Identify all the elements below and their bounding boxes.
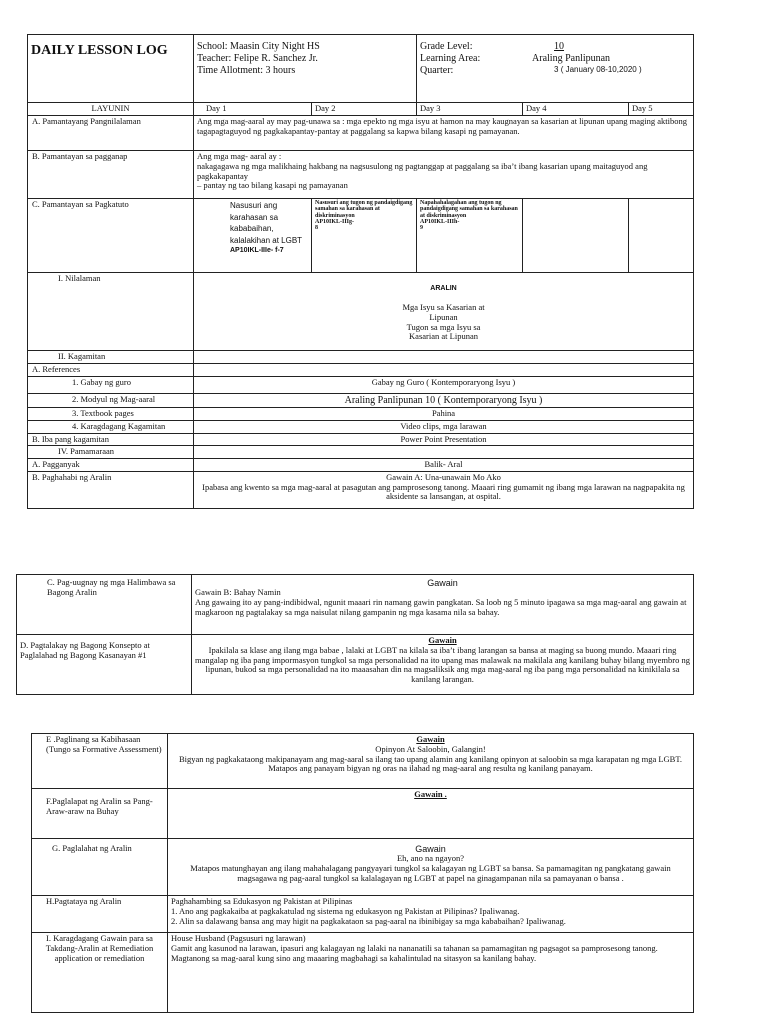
i-text: Gamit ang kasunod na larawan, ipasuri ang kalagayan ng lalaki na nananatili sa tahanan sa pamamagitan ng pagsagot sa pamprosesong tanong. Magtanong sa mag-aaral kung sino ang maaaring magbahagi sa kahalintulad na sitasyon sa kanilang bahay. bbox=[171, 942, 658, 963]
d-title: Gawain bbox=[428, 635, 457, 645]
pagkatuto-day1 bbox=[194, 199, 312, 273]
e-content bbox=[168, 734, 694, 789]
iba-value: Power Point Presentation bbox=[194, 433, 694, 446]
paghahabi-label: B. Paghahabi ng Aralin bbox=[28, 471, 194, 508]
pagkatuto-day3-text: Napahahalagahan ang tugon ng pandaigdigang samahan sa karahasan at diskriminasyon bbox=[420, 200, 518, 219]
g-text: Matapos matunghayan ang ilang mahahalagang pangyayari tungkol sa kalagayan ng LGBT sa bansa. Sa pamamagitan ng pangkatang gawain magsagawa ng pag-aaral tungkol sa kalalagayan ng LGBT at papel na ginagampanan nila sa pamayanan o bansa . bbox=[190, 863, 671, 883]
pagkatuto-day2-code: AP10IKL-IIIg- bbox=[315, 218, 355, 225]
iba-label: B. Iba pang kagamitan bbox=[28, 433, 194, 446]
h-content bbox=[168, 896, 694, 933]
pagkatuto-day3 bbox=[417, 199, 523, 273]
nilalaman-label: I. Nilalaman bbox=[28, 273, 194, 351]
col-header-day3: Day 3 bbox=[417, 103, 523, 116]
i-title: House Husband (Pagsusuri ng larawan) bbox=[171, 933, 306, 943]
pagkatuto-day2-text: Nasusuri ang tugon ng pandaigdigang samahan sa karahasan at diskriminasyon bbox=[315, 200, 413, 219]
c-content bbox=[192, 575, 694, 635]
f-content bbox=[168, 789, 694, 839]
nilalaman-line3: Tugon sa mga Isyu sa bbox=[406, 321, 481, 332]
teacher-name: Teacher: Felipe R. Sanchez Jr. bbox=[197, 53, 318, 64]
time-allotment: Time Allotment: 3 hours bbox=[197, 65, 296, 76]
nilalaman-line4: Kasarian at Lipunan bbox=[409, 331, 478, 342]
h-label: H.Pagtataya ng Aralin bbox=[32, 896, 168, 933]
school-name: School: Maasin City Night HS bbox=[197, 41, 320, 52]
kagamitan-empty bbox=[194, 351, 694, 364]
f-label: F.Paglalapat ng Aralin sa Pang- Araw-araw na Buhay bbox=[32, 789, 168, 839]
lesson-log-table-main bbox=[27, 34, 694, 509]
area-label: Learning Area: bbox=[420, 53, 481, 64]
col-header-day1: Day 1 bbox=[194, 103, 312, 116]
e-title: Gawain bbox=[416, 734, 445, 744]
e-label: E .Paglinang sa Kabihasaan (Tungo sa Formative Assessment) bbox=[32, 734, 168, 789]
modyul-value: Araling Panlipunan 10 ( Kontemporaryong Isyu ) bbox=[194, 393, 694, 408]
references-empty bbox=[194, 363, 694, 376]
gabay-label: 1. Gabay ng guro bbox=[28, 376, 194, 393]
col-header-layunin: LAYUNIN bbox=[28, 103, 194, 116]
g-sub: Eh, ano na ngayon? bbox=[396, 853, 465, 864]
modyul-label: 2. Modyul ng Mag-aaral bbox=[28, 393, 194, 408]
course-info bbox=[417, 35, 694, 103]
g-content bbox=[168, 839, 694, 896]
pagkatuto-day3-code: AP10IKL-IIIh- bbox=[420, 218, 460, 225]
c-sub: Gawain B: Bahay Namin bbox=[195, 587, 281, 598]
d-text: Ipakilala sa klase ang ilang mga babae , lalaki at LGBT na kilala sa iba’t ibang larangan sa bansa at maging sa buong mundo. Maaari ring mangalap ng iba pang impormasyon tungkol sa mga personalidad na ito upang mas malawak na makilala ang kanilang buhay bilang myembro ng lipunan, bukod sa mga personalidad na ito maaasahan din na magsaliksik ang mga mag-aaral ng iba pang mga personalidad na kinikilala sa kanilang larangan. bbox=[195, 644, 691, 685]
lesson-log-table-section3 bbox=[31, 733, 694, 1013]
h-line2: 1. Ano ang pagkakaiba at pagkakatulad ng sistema ng edukasyon ng Pakistan at Pilipinas? Ipaliwanag. bbox=[171, 905, 520, 916]
pagkatuto-day2-num: 8 bbox=[315, 225, 318, 232]
textbook-value: Pahina bbox=[194, 408, 694, 421]
aralin-heading: ARALIN bbox=[430, 285, 457, 292]
pagkatuto-day2 bbox=[312, 199, 417, 273]
d-label: D. Pagtalakay ng Bagong Konsepto at Paglalahad ng Bagong Kasanayan #1 bbox=[17, 635, 192, 695]
h-line3: 2. Alin sa dalawang bansa ang may higit na pagkakataon sa pag-aaral na ibinibigay sa mga kababaihan? Ipaliwanag. bbox=[171, 915, 566, 926]
lesson-log-table-section2 bbox=[16, 574, 694, 695]
paghahabi-text: Ipabasa ang kwento sa mga mag-aaral at pasagutan ang pamprosesong tanong. Maaari ring gumamit ng ibang mga larawan na nagpapakita ng aksidente sa lansangan, at ospital. bbox=[202, 481, 685, 502]
kagamitan-label: II. Kagamitan bbox=[28, 351, 194, 364]
i-label: I. Karagdagang Gawain para sa Takdang-Aralin at Remediation application or remediation bbox=[32, 933, 168, 1013]
row-pangnilalaman-label: A. Pamantayang Pangnilalaman bbox=[28, 116, 194, 151]
nilalaman-line2: Lipunan bbox=[429, 311, 458, 322]
karagdagang-label: 4. Karagdagang Kagamitan bbox=[28, 420, 194, 433]
nilalaman-content bbox=[194, 273, 694, 351]
pagganap-line2: nakagagawa ng mga malikhaing hakbang na nagsusulong ng pagtanggap at paggalang sa iba’t ibang kasarian upang maitaguyod ang pagkakapantay bbox=[197, 160, 648, 181]
pagkatuto-day3-num: 9 bbox=[420, 225, 424, 232]
d-content bbox=[192, 635, 694, 695]
pagganap-line3: – pantay ng tao bilang kasapi ng pamayanan bbox=[197, 180, 348, 191]
e-sub: Opinyon At Saloobin, Galangin! bbox=[375, 743, 486, 754]
references-label: A. References bbox=[28, 363, 194, 376]
pagkatuto-day4 bbox=[523, 199, 629, 273]
col-header-day5: Day 5 bbox=[629, 103, 694, 116]
g-title: Gawain bbox=[415, 844, 446, 854]
gabay-value: Gabay ng Guro ( Kontemporaryong Isyu ) bbox=[194, 376, 694, 393]
karagdagang-value: Video clips, mga larawan bbox=[194, 420, 694, 433]
school-info bbox=[194, 35, 417, 103]
col-header-day2: Day 2 bbox=[312, 103, 417, 116]
grade-label: Grade Level: bbox=[420, 41, 473, 52]
quarter-label: Quarter: bbox=[420, 65, 454, 76]
c-title: Gawain bbox=[427, 578, 458, 588]
quarter-value: 3 ( January 08-10,2020 ) bbox=[554, 65, 642, 74]
col-header-day4: Day 4 bbox=[523, 103, 629, 116]
area-value: Araling Panlipunan bbox=[532, 53, 611, 64]
row-pagganap-label: B. Pamantayan sa pagganap bbox=[28, 151, 194, 199]
textbook-label: 3. Textbook pages bbox=[28, 408, 194, 421]
doc-title: DAILY LESSON LOG bbox=[28, 35, 194, 103]
pagganap-line1: Ang mga mag- aaral ay : bbox=[197, 151, 282, 161]
h-line1: Paghahambing sa Edukasyon ng Pakistan at Pilipinas bbox=[171, 896, 353, 906]
f-title: Gawain . bbox=[414, 789, 447, 799]
pagkatuto-day1-code: AP10IKL-IIIe- f-7 bbox=[230, 247, 284, 255]
row-pangnilalaman-text: Ang mga mag-aaral ay may pag-unawa sa : mga epekto ng mga isyu at hamon na may kaugnayan sa kasarian at lipunan upang maging aktibong tagapagtaguyod ng pagkakapantay-pantay at paggalang sa kapwa bilang kasapi ng pamayanan. bbox=[194, 116, 694, 151]
g-label: G. Paglalahat ng Aralin bbox=[32, 839, 168, 896]
paghahabi-title: Gawain A: Una-unawain Mo Ako bbox=[386, 471, 501, 482]
row-pagkatuto-label: C. Pamantayan sa Pagkatuto bbox=[28, 199, 194, 273]
c-label: C. Pag-uugnay ng mga Halimbawa sa Bagong Aralin bbox=[17, 575, 192, 635]
row-pagganap-text bbox=[194, 151, 694, 199]
grade-value: 10 bbox=[554, 41, 565, 52]
pagganyak-value: Balik- Aral bbox=[194, 459, 694, 472]
pagkatuto-day5 bbox=[629, 199, 694, 273]
pagkatuto-day1-text: Nasusuri ang karahasan sa kababaihan, kalalakihan at LGBT bbox=[230, 201, 303, 245]
paghahabi-content bbox=[194, 471, 694, 508]
c-text: Ang gawaing ito ay pang-indibidwal, ngunit maaari rin namang gawin pangkatan. Sa loob ng 5 minuto ipagawa sa mga mag-aaral ang gawain at magkaroon ng pagtalakay sa mga naisulat nilang gampanin ng mga kasama nila sa bahay. bbox=[195, 597, 687, 617]
pagganyak-label: A. Pagganyak bbox=[28, 459, 194, 472]
pamamaraan-label: IV. Pamamaraan bbox=[28, 446, 194, 459]
i-content bbox=[168, 933, 694, 1013]
pamamaraan-empty bbox=[194, 446, 694, 459]
nilalaman-line1: Mga Isyu sa Kasarian at bbox=[402, 302, 485, 313]
e-text: Bigyan ng pagkakataong makipanayam ang mag-aaral sa ilang tao upang alamin ang kanilang opinyon at saloobin sa mga karapatan ng mga LGBT. Matapos ang panayam bigyan ng oras na ilahad ng mag-aaral ang resulta ng kanilang panayam. bbox=[178, 753, 683, 774]
